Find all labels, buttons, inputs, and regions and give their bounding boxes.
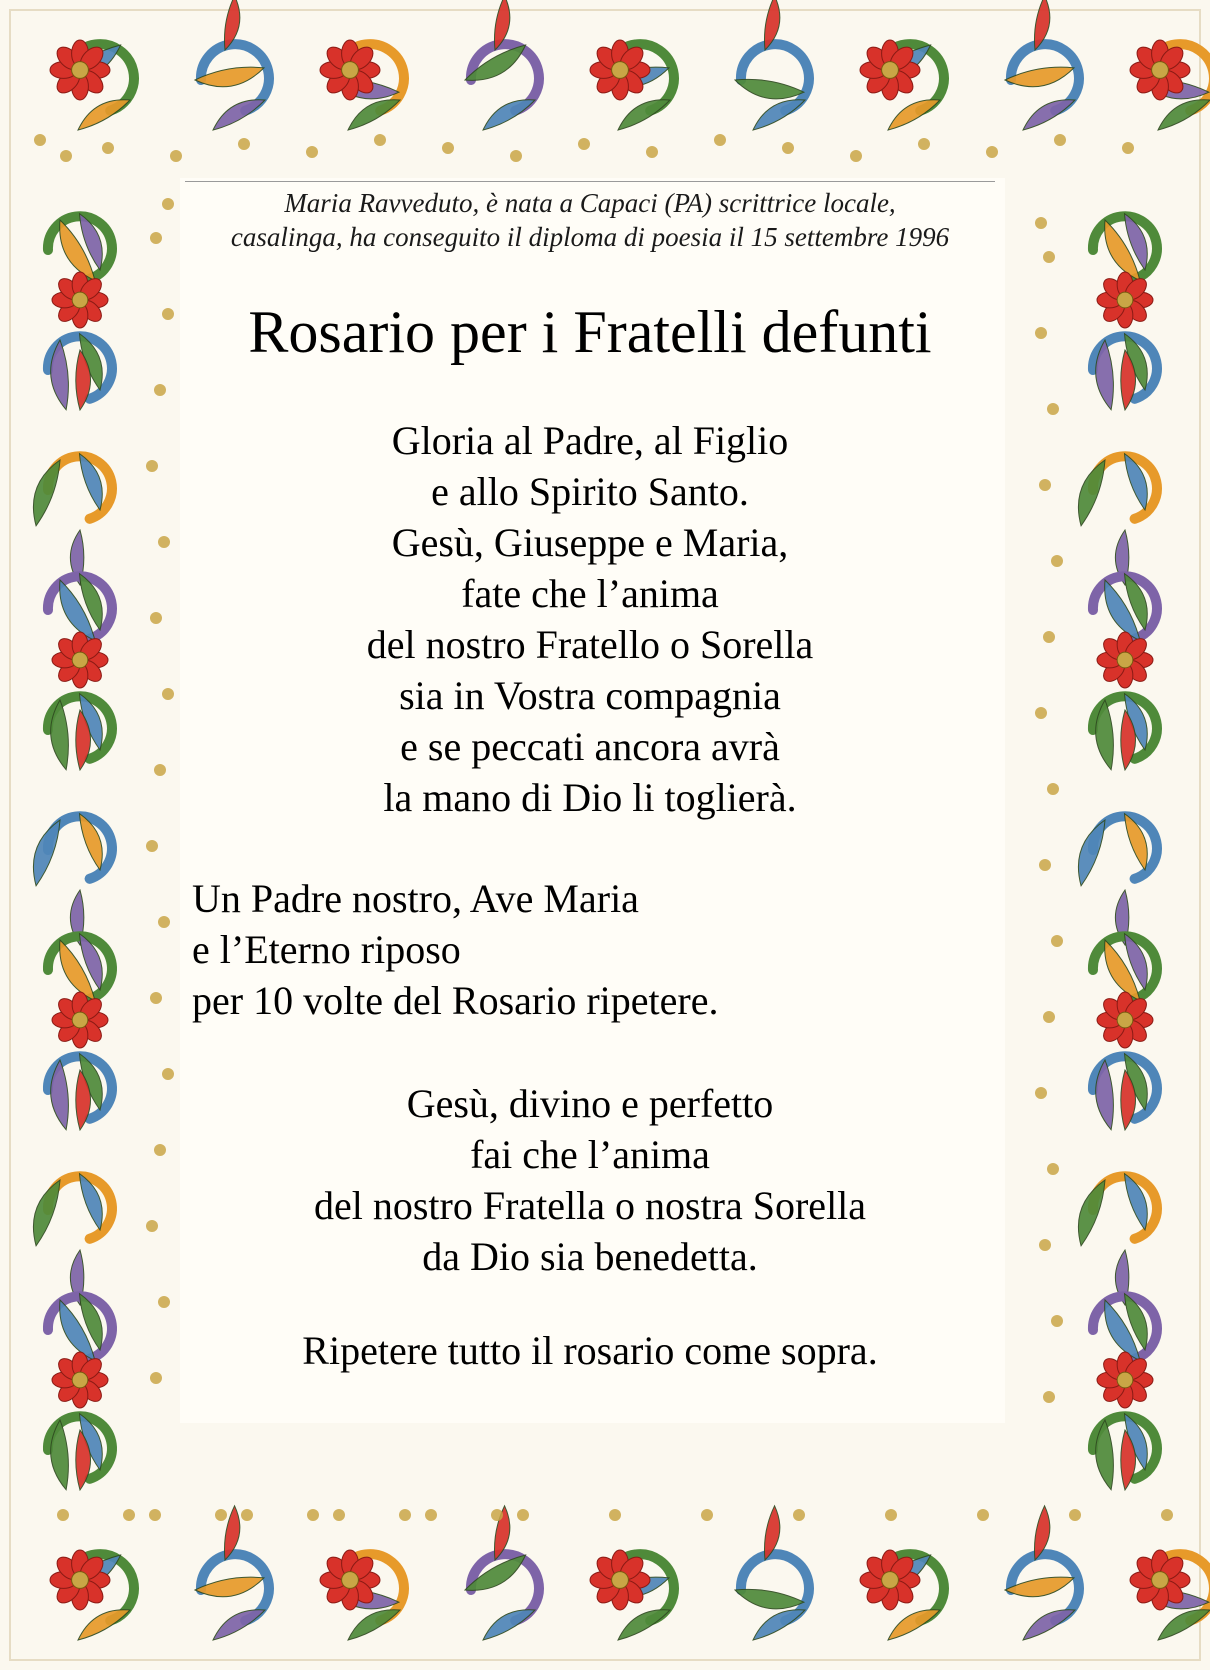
leaf-icon xyxy=(618,100,670,130)
leaf-icon xyxy=(888,100,940,130)
leaf-icon xyxy=(1078,1180,1105,1246)
gold-dot xyxy=(1035,327,1047,339)
gold-dot xyxy=(57,1509,69,1521)
gold-dot xyxy=(578,138,590,150)
gold-dot xyxy=(150,1372,162,1384)
leaf-icon xyxy=(735,1589,804,1609)
gold-dot xyxy=(850,150,862,162)
gold-dot xyxy=(162,308,174,320)
flower-icon xyxy=(1097,1352,1153,1408)
flower-icon xyxy=(590,40,650,100)
gold-dot xyxy=(154,384,166,396)
stanza-1 xyxy=(185,415,995,823)
gold-dot xyxy=(1043,1011,1055,1023)
author-note-line: casalinga, ha conseguito il diploma di poesia il 15 settembre 1996 xyxy=(230,222,950,252)
flower-icon xyxy=(320,1550,380,1610)
flower-icon xyxy=(860,40,920,100)
gold-dot xyxy=(701,1509,713,1521)
gold-dot xyxy=(158,916,170,928)
gold-dot xyxy=(150,232,162,244)
gold-dot xyxy=(1035,707,1047,719)
gold-dot xyxy=(158,536,170,548)
leaf-icon xyxy=(78,1610,130,1640)
verse-line: e l’Eterno riposo xyxy=(192,927,461,972)
gold-dot xyxy=(1039,479,1051,491)
gold-dot xyxy=(215,1509,227,1521)
leaf-icon xyxy=(33,820,60,886)
author-note xyxy=(185,186,995,254)
gold-dot xyxy=(150,992,162,1004)
verse-line: e allo Spirito Santo. xyxy=(431,469,749,514)
flower-icon xyxy=(52,632,108,688)
stanza-3 xyxy=(185,1078,995,1282)
gold-dot xyxy=(333,1509,345,1521)
gold-dot xyxy=(714,134,726,146)
gold-dot xyxy=(977,1509,989,1521)
gold-dot xyxy=(102,142,114,154)
leaf-icon xyxy=(33,1180,60,1246)
leaf-icon xyxy=(753,100,805,130)
gold-dot xyxy=(1047,783,1059,795)
leaf-icon xyxy=(78,100,130,130)
flower-icon xyxy=(860,1550,920,1610)
gold-dot xyxy=(1161,1509,1173,1521)
verse-line: e se peccati ancora avrà xyxy=(400,724,780,769)
closing-instruction: Ripetere tutto il rosario come sopra. xyxy=(302,1328,878,1373)
gold-dot xyxy=(1035,217,1047,229)
verse-line: sia in Vostra compagnia xyxy=(399,673,781,718)
gold-dot xyxy=(793,1509,805,1521)
gold-dot xyxy=(123,1509,135,1521)
leaf-icon xyxy=(213,100,265,130)
top-divider xyxy=(185,181,995,182)
gold-dot xyxy=(1047,403,1059,415)
leaf-icon xyxy=(483,1610,535,1640)
flower-icon xyxy=(50,40,110,100)
leaf-icon xyxy=(735,79,804,99)
gold-dot xyxy=(146,460,158,472)
gold-dot xyxy=(1051,935,1063,947)
leaf-icon xyxy=(483,100,535,130)
gold-dot xyxy=(1047,1163,1059,1175)
flower-icon xyxy=(52,992,108,1048)
flower-icon xyxy=(52,1352,108,1408)
gold-dot xyxy=(517,1509,529,1521)
flower-icon xyxy=(1097,632,1153,688)
gold-dot xyxy=(1043,251,1055,263)
verse-line: Gloria al Padre, al Figlio xyxy=(391,418,789,463)
gold-dot xyxy=(1039,1239,1051,1251)
gold-dot xyxy=(1043,631,1055,643)
stanza-2 xyxy=(192,873,892,1026)
gold-dot xyxy=(442,142,454,154)
leaf-icon xyxy=(213,1610,265,1640)
gold-dot xyxy=(1035,1087,1047,1099)
verse-line: fai che l’anima xyxy=(470,1132,710,1177)
flower-icon xyxy=(1130,1550,1190,1610)
gold-dot xyxy=(170,150,182,162)
verse-line: Gesù, Giuseppe e Maria, xyxy=(391,520,789,565)
gold-dot xyxy=(510,150,522,162)
gold-dot xyxy=(150,612,162,624)
leaf-icon xyxy=(348,100,400,130)
gold-dot xyxy=(162,688,174,700)
flower-icon xyxy=(1130,40,1190,100)
gold-dot xyxy=(374,134,386,146)
gold-dot xyxy=(146,840,158,852)
leaf-icon xyxy=(888,1610,940,1640)
leaf-icon xyxy=(1078,460,1105,526)
leaf-icon xyxy=(1023,1610,1075,1640)
leaf-icon xyxy=(1023,100,1075,130)
gold-dot xyxy=(1051,555,1063,567)
verse-line: la mano di Dio li toglierà. xyxy=(383,775,797,820)
gold-dot xyxy=(885,1509,897,1521)
verse-line: per 10 volte del Rosario ripetere. xyxy=(192,978,719,1023)
gold-dot xyxy=(154,764,166,776)
flower-icon xyxy=(590,1550,650,1610)
flower-icon xyxy=(1097,992,1153,1048)
gold-dot xyxy=(154,1144,166,1156)
gold-dot xyxy=(158,1296,170,1308)
flower-icon xyxy=(52,272,108,328)
gold-dot xyxy=(646,146,658,158)
flower-icon xyxy=(1097,272,1153,328)
verse-line: Un Padre nostro, Ave Maria xyxy=(192,876,639,921)
author-note-line: Maria Ravveduto, è nata a Capaci (PA) scrittrice locale, xyxy=(284,188,896,218)
verse-line: del nostro Fratello o Sorella xyxy=(366,622,814,667)
gold-dot xyxy=(60,150,72,162)
leaf-icon xyxy=(1078,820,1105,886)
gold-dot xyxy=(149,1509,161,1521)
leaf-icon xyxy=(1158,100,1210,130)
gold-dot xyxy=(1039,859,1051,871)
leaf-icon xyxy=(348,1610,400,1640)
gold-dot xyxy=(34,134,46,146)
leaf-icon xyxy=(33,460,60,526)
gold-dot xyxy=(491,1509,503,1521)
gold-dot xyxy=(425,1509,437,1521)
flower-icon xyxy=(50,1550,110,1610)
gold-dot xyxy=(306,146,318,158)
gold-dot xyxy=(238,138,250,150)
page-title: Rosario per i Fratelli defunti xyxy=(248,299,932,365)
leaf-icon xyxy=(1158,1610,1210,1640)
gold-dot xyxy=(1069,1509,1081,1521)
gold-dot xyxy=(399,1509,411,1521)
verse-line: Gesù, divino e perfetto xyxy=(406,1081,774,1126)
gold-dot xyxy=(609,1509,621,1521)
gold-dot xyxy=(307,1509,319,1521)
gold-dot xyxy=(241,1509,253,1521)
verse-line: fate che l’anima xyxy=(461,571,719,616)
gold-dot xyxy=(162,1068,174,1080)
gold-dot xyxy=(162,198,174,210)
gold-dot xyxy=(782,142,794,154)
gold-dot xyxy=(146,1220,158,1232)
gold-dot xyxy=(1051,1315,1063,1327)
verse-line: del nostro Fratella o nostra Sorella xyxy=(313,1183,867,1228)
verse-line: da Dio sia benedetta. xyxy=(422,1234,758,1279)
gold-dot xyxy=(1054,134,1066,146)
leaf-icon xyxy=(753,1610,805,1640)
gold-dot xyxy=(918,138,930,150)
gold-dot xyxy=(1043,1391,1055,1403)
gold-dot xyxy=(986,146,998,158)
gold-dot xyxy=(1122,142,1134,154)
leaf-icon xyxy=(618,1610,670,1640)
flower-icon xyxy=(320,40,380,100)
